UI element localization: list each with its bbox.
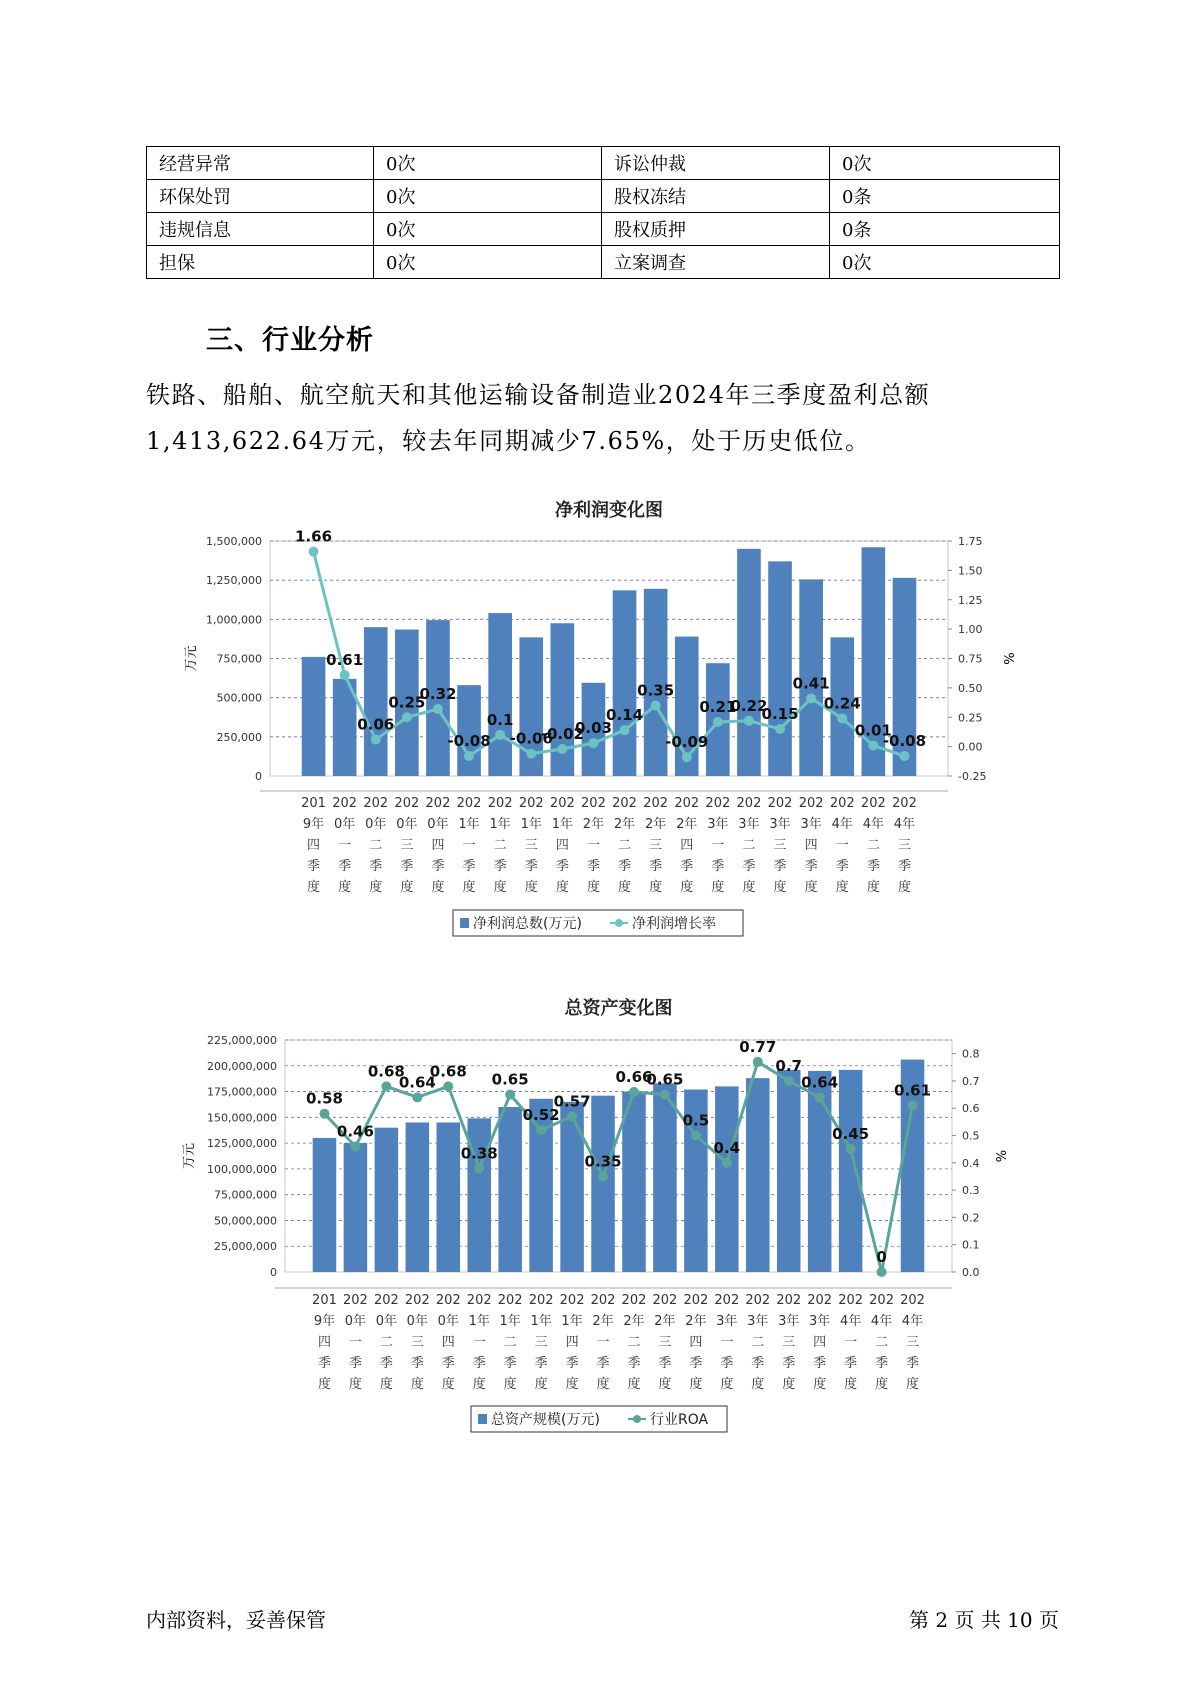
x-tick-label: 202 1年一季度 <box>456 796 482 895</box>
bar <box>313 1138 337 1272</box>
data-label: -0.09 <box>665 733 709 752</box>
y-tick-label: 500,000 <box>216 691 262 705</box>
line-point <box>474 1163 484 1173</box>
line-point <box>815 1092 825 1102</box>
x-tick-label: 201 9年四季度 <box>301 796 326 895</box>
line-point <box>412 1092 422 1102</box>
x-tick-label: 202 1年三季度 <box>518 796 544 895</box>
x-tick-label: 202 1年二季度 <box>487 796 513 895</box>
data-label: -0.06 <box>509 729 553 748</box>
y2-tick-label: 0.25 <box>958 711 983 725</box>
data-label: 0.06 <box>357 715 395 734</box>
data-label: 0.65 <box>491 1070 529 1089</box>
data-label: -0.02 <box>540 724 584 743</box>
y-tick-label: 0 <box>270 1266 277 1279</box>
x-tick-label: 202 0年二季度 <box>363 796 389 895</box>
bar <box>406 1122 430 1272</box>
x-tick-label: 202 2年三季度 <box>652 1293 678 1392</box>
x-tick-label: 202 4年三季度 <box>892 796 917 895</box>
data-label: 1.66 <box>295 527 333 546</box>
x-tick-label: 202 4年一季度 <box>829 796 855 895</box>
section-title: 三、行业分析 <box>206 325 374 356</box>
x-tick-label: 202 3年二季度 <box>745 1293 771 1392</box>
bar <box>839 1070 863 1272</box>
y2-tick-label: 1.75 <box>958 535 983 548</box>
section-paragraph: 铁路、船舶、航空航天和其他运输设备制造业2024年三季度盈利总额1,413,622.64万元，较去年同期减少7.65%，处于历史低位。 <box>146 381 931 455</box>
y2-tick-label: 0.00 <box>958 740 983 754</box>
legend-line-marker <box>633 1415 641 1423</box>
line-point <box>660 1090 670 1100</box>
x-tick-label: 202 2年二季度 <box>621 1293 647 1392</box>
risk-label: 诉讼仲裁 <box>602 147 830 180</box>
data-label: 0.58 <box>305 1089 343 1108</box>
line-point <box>505 1090 515 1100</box>
legend-bar-swatch <box>478 1414 487 1424</box>
data-label: 0.5 <box>682 1111 710 1130</box>
data-label: 0.38 <box>460 1144 498 1163</box>
x-tick-label: 202 1年二季度 <box>497 1293 523 1392</box>
line-point <box>381 1081 391 1091</box>
data-label: 0.1 <box>486 710 514 729</box>
data-label: 0.66 <box>615 1067 653 1086</box>
footer-left: 内部资料，妥善保管 <box>146 1608 326 1632</box>
risk-label: 股权质押 <box>602 213 830 246</box>
bar <box>653 1083 677 1272</box>
line-point <box>846 1144 856 1154</box>
line-point <box>443 1081 453 1091</box>
legend-bar-label: 总资产规模(万元) <box>491 1412 600 1428</box>
x-tick-label: 202 0年三季度 <box>404 1293 430 1392</box>
x-tick-label: 202 2年三季度 <box>643 796 669 895</box>
y-tick-label: 225,000,000 <box>207 1034 277 1047</box>
line-point <box>567 1111 577 1121</box>
line-point <box>784 1076 794 1086</box>
y-axis-label: 万元 <box>182 1142 197 1170</box>
bar <box>529 1099 553 1272</box>
y-tick-label: 200,000,000 <box>207 1059 277 1073</box>
risk-label: 股权冻结 <box>602 180 830 213</box>
y-tick-label: 0 <box>255 770 262 783</box>
risk-value: 0次 <box>374 246 602 279</box>
x-tick-label: 202 2年四季度 <box>683 1293 709 1392</box>
data-label: 0 <box>876 1248 887 1266</box>
y-tick-label: 150,000,000 <box>207 1111 277 1125</box>
y2-tick-label: 0.6 <box>962 1102 980 1116</box>
data-label: 0.57 <box>553 1092 591 1111</box>
data-label: 0.7 <box>775 1056 803 1075</box>
legend-line-label: 净利润增长率 <box>632 916 716 932</box>
legend-line-label: 行业ROA <box>650 1412 709 1428</box>
y-tick-label: 1,250,000 <box>206 574 262 588</box>
data-label: 0.35 <box>637 681 675 700</box>
x-tick-label: 202 3年四季度 <box>798 796 824 895</box>
data-label: 0.61 <box>894 1081 932 1100</box>
data-label: 0.64 <box>398 1073 436 1092</box>
x-tick-label: 202 0年一季度 <box>343 1293 368 1392</box>
y2-tick-label: 0.5 <box>962 1129 980 1143</box>
data-label: 0.77 <box>739 1037 777 1056</box>
x-tick-label: 202 1年四季度 <box>559 1293 585 1392</box>
y-tick-label: 125,000,000 <box>207 1137 277 1151</box>
x-tick-label: 202 1年一季度 <box>466 1293 492 1392</box>
data-label: 0.65 <box>646 1070 684 1089</box>
risk-value: 0次 <box>830 246 1060 279</box>
x-tick-label: 202 3年一季度 <box>705 796 731 895</box>
y2-tick-label: 0.2 <box>962 1211 980 1225</box>
data-label: 0.22 <box>730 696 768 715</box>
line-point <box>629 1087 639 1097</box>
data-label: 0.64 <box>801 1073 839 1092</box>
line-point <box>598 1171 608 1181</box>
x-tick-label: 202 3年一季度 <box>714 1293 740 1392</box>
data-label: 0.46 <box>336 1122 374 1141</box>
data-label: 0.41 <box>792 674 830 693</box>
x-tick-label: 202 3年二季度 <box>736 796 762 895</box>
bar <box>715 1086 739 1272</box>
data-label: 0.32 <box>419 685 457 704</box>
x-tick-label: 202 2年二季度 <box>612 796 637 895</box>
data-label: -0.08 <box>882 732 927 751</box>
x-tick-label: 202 4年一季度 <box>838 1293 864 1392</box>
bar <box>498 1107 522 1272</box>
y-tick-label: 1,500,000 <box>206 535 262 548</box>
line-point <box>877 1267 887 1277</box>
x-tick-label: 202 4年二季度 <box>869 1293 894 1392</box>
bar <box>560 1102 584 1272</box>
y-tick-label: 1,000,000 <box>206 613 262 627</box>
data-label: 0.61 <box>326 650 364 669</box>
y-tick-label: 750,000 <box>216 652 262 666</box>
y2-tick-label: 0.4 <box>962 1156 980 1170</box>
risk-value: 0次 <box>374 180 602 213</box>
x-tick-label: 202 2年一季度 <box>581 796 606 895</box>
x-tick-label: 202 0年四季度 <box>425 796 451 895</box>
y-tick-label: 75,000,000 <box>214 1188 277 1202</box>
x-tick-label: 202 2年一季度 <box>590 1293 616 1392</box>
x-tick-label: 202 0年二季度 <box>373 1293 399 1392</box>
y2-tick-label: 0.7 <box>962 1074 980 1088</box>
bar <box>437 1122 461 1272</box>
y2-axis-label: % <box>1003 652 1018 665</box>
legend-bar-label: 净利润总数(万元) <box>473 916 582 932</box>
y-tick-label: 175,000,000 <box>207 1085 277 1099</box>
data-label: 0.35 <box>584 1152 622 1171</box>
data-label: 0.15 <box>761 705 799 723</box>
data-label: 0.4 <box>713 1138 741 1157</box>
data-label: 0.25 <box>388 693 426 712</box>
y-tick-label: 50,000,000 <box>214 1214 277 1228</box>
data-label: -0.08 <box>447 732 491 751</box>
risk-value: 0条 <box>830 180 1060 213</box>
line-point <box>908 1101 918 1111</box>
y-tick-label: 250,000 <box>216 730 262 744</box>
x-tick-label: 202 4年三季度 <box>900 1293 925 1392</box>
x-tick-label: 202 0年三季度 <box>394 796 420 895</box>
y2-tick-label: 0.50 <box>958 681 983 695</box>
x-tick-label: 202 3年三季度 <box>776 1293 802 1392</box>
bar <box>375 1128 399 1272</box>
data-label: 0.68 <box>429 1062 467 1081</box>
bar <box>777 1070 801 1272</box>
y2-tick-label: 0.3 <box>962 1184 980 1198</box>
risk-value: 0次 <box>374 147 602 180</box>
bar <box>746 1078 770 1272</box>
line-point <box>722 1158 732 1168</box>
data-label: 0.03 <box>574 719 612 738</box>
x-tick-label: 202 3年四季度 <box>807 1293 833 1392</box>
risk-label: 经营异常 <box>147 147 374 180</box>
y-axis-label: 万元 <box>184 645 199 672</box>
line-point <box>536 1125 546 1135</box>
line-point <box>753 1057 763 1067</box>
line-point <box>691 1131 701 1141</box>
x-tick-label: 202 1年四季度 <box>549 796 575 895</box>
x-tick-label: 202 0年四季度 <box>435 1293 461 1392</box>
risk-value: 0次 <box>374 213 602 246</box>
risk-value: 0条 <box>830 213 1060 246</box>
data-label: 0.14 <box>606 706 644 725</box>
risk-label: 环保处罚 <box>147 180 374 213</box>
y2-tick-label: 1.50 <box>958 564 983 578</box>
y2-tick-label: 0.75 <box>958 652 983 666</box>
chart-title: 净利润变化图 <box>555 500 663 521</box>
risk-value: 0次 <box>830 147 1060 180</box>
bar <box>344 1143 368 1272</box>
footer-page-number: 第 2 页 共 10 页 <box>909 1608 1059 1632</box>
y-tick-label: 25,000,000 <box>214 1240 277 1254</box>
y2-axis-label: % <box>995 1149 1010 1163</box>
line-point <box>350 1141 360 1151</box>
x-tick-label: 202 2年四季度 <box>674 796 700 895</box>
bar <box>591 1096 615 1272</box>
y2-tick-label: 1.25 <box>958 593 983 607</box>
bar <box>467 1118 491 1272</box>
y-tick-label: 100,000,000 <box>207 1162 277 1176</box>
y2-tick-label: -0.25 <box>958 770 987 783</box>
data-label: 0.01 <box>854 721 892 740</box>
x-tick-label: 202 4年二季度 <box>860 796 886 895</box>
x-tick-label: 202 3年三季度 <box>767 796 793 895</box>
data-label: 0.68 <box>367 1062 405 1081</box>
x-tick-label: 201 9年四季度 <box>312 1293 337 1392</box>
y2-tick-label: 0.1 <box>962 1238 980 1252</box>
y2-tick-label: 0.8 <box>962 1047 980 1061</box>
data-label: 0.45 <box>832 1125 870 1144</box>
x-tick-label: 202 1年三季度 <box>528 1293 554 1392</box>
data-label: 0.52 <box>522 1106 560 1125</box>
y2-tick-label: 0.0 <box>962 1266 980 1279</box>
risk-label: 违规信息 <box>147 213 374 246</box>
risk-label: 立案调查 <box>602 246 830 279</box>
line-point <box>319 1109 329 1119</box>
data-label: 0.24 <box>823 694 861 713</box>
x-tick-label: 202 0年一季度 <box>332 796 358 895</box>
y2-tick-label: 1.00 <box>958 623 983 637</box>
risk-label: 担保 <box>147 246 374 279</box>
data-label: 0.21 <box>699 697 737 716</box>
chart-title: 总资产变化图 <box>564 998 673 1019</box>
